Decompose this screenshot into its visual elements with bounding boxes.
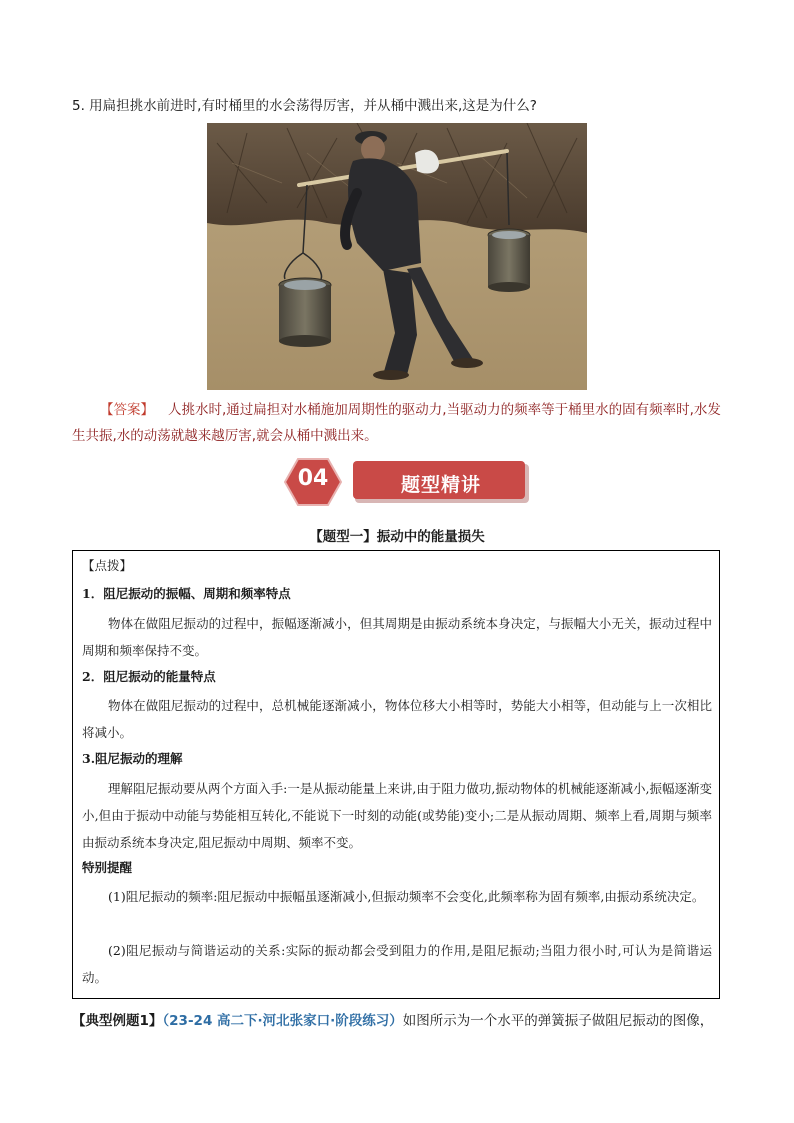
tip-paragraph-5: (2)阻尼振动与简谐运动的关系:实际的振动都会受到阻力的作用,是阻尼振动;当阻力很小时,可认为是简谐运动。 (82, 943, 712, 985)
question-5: 5. 用扁担挑水前进时,有时桶里的水会荡得厉害，并从桶中溅出来,这是为什么? (72, 98, 537, 114)
tip-paragraph-2: 物体在做阻尼振动的过程中，总机械能逐渐减小，物体位移大小相等时，势能大小相等，但动能与上一次相比将减小。 (82, 698, 712, 740)
answer-label: 【答案】 (100, 402, 154, 418)
tip-paragraph-3: 理解阻尼振动要从两个方面入手:一是从振动能量上来讲,由于阻力做功,振动物体的机械能逐渐减小,振幅逐渐变小,但由于振动中动能与势能相互转化,不能说下一时刻的动能(或势能)变小;二是从振动周期、频率上看,周期与频率由振动系统本身决定,阻尼振动中周期、频率不变。 (82, 781, 712, 850)
answer-text: 人挑水时,通过扁担对水桶施加周期性的驱动力,当驱动力的频率等于桶里水的固有频率时,水发生共振,水的动荡就越来越厉害,就会从桶中溅出来。 (72, 402, 721, 444)
tip-heading-2: 2．阻尼振动的能量特点 (82, 669, 216, 684)
tip-heading-1: 1．阻尼振动的振幅、周期和频率特点 (82, 586, 291, 601)
answer-block (72, 397, 732, 449)
section-number: 04 (297, 466, 329, 491)
example-label: 【典型例题1】 (72, 1013, 163, 1029)
example-source: （23-24 高二下·河北张家口·阶段练习） (162, 1013, 403, 1029)
tip-paragraph-4: (1)阻尼振动的频率:阻尼振动中振幅虽逐渐减小,但振动频率不会变化,此频率称为固有频率,由振动系统决定。 (108, 889, 705, 904)
type-title: 【题型一】振动中的能量损失 (309, 529, 485, 545)
tip-heading-4: 特别提醒 (82, 860, 133, 875)
water-carrier-photo (207, 123, 587, 390)
tip-paragraph-1: 物体在做阻尼振动的过程中，振幅逐渐减小，但其周期是由振动系统本身决定，与振幅大小无关，振动过程中周期和频率保持不变。 (82, 616, 712, 658)
example-text: 如图所示为一个水平的弹簧振子做阻尼振动的图像， (402, 1013, 714, 1029)
example-1 (72, 1009, 713, 1029)
tip-heading-3: 3.阻尼振动的理解 (82, 751, 183, 766)
tip-label: 【点拨】 (82, 558, 133, 573)
section-title: 题型精讲 (400, 474, 481, 496)
